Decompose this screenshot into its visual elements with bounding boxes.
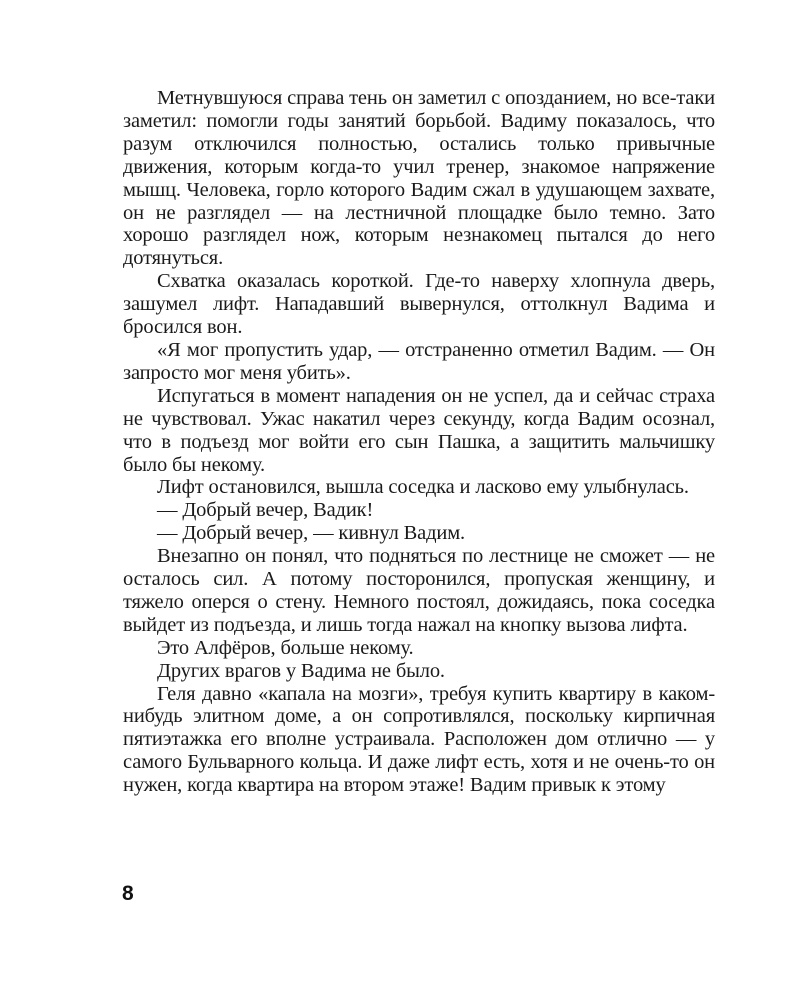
paragraph: Это Алфёров, больше некому.: [157, 636, 414, 659]
paragraph: Метнувшуюся справа тень он заметил с опозданием, но все-таки заметил: помогли годы занятий борьбой. Вадиму показалось, что разум отключился полностью, остались только привычные движения, которым когда-то учил тренер, знакомое напряжение мышц. Человека, горло которого Вадим сжал в удушающем захвате, он не разглядел — на лестничной площадке было темно. Зато хорошо разглядел нож, которым незнакомец пытался до него дотянуться.: [123, 87, 716, 270]
paragraph: Других врагов у Вадима не было.: [157, 659, 445, 682]
paragraph: Испугаться в момент нападения он не успел, да и сейчас страха не чувствовал. Ужас накатил через секунду, когда Вадим осознал, что в подъезд мог войти его сын Пашка, а защитить мальчишку было бы некому.: [123, 384, 715, 476]
dialogue-line: — Добрый вечер, Вадик!: [157, 499, 374, 522]
dialogue-line: — Добрый вечер, — кивнул Вадим.: [157, 522, 465, 545]
paragraph: Схватка оказалась короткой. Где-то наверху хлопнула дверь, зашумел лифт. Нападавший вывернулся, оттолкнул Вадима и бросился вон.: [123, 270, 715, 339]
paragraph: Геля давно «капала на мозги», требуя купить квартиру в каком-нибудь элитном доме, а он сопротивлялся, поскольку кирпичная пятиэтажка его вполне устраивала. Расположен дом отлично — у самого Бульварного кольца. И даже лифт есть, хотя и не очень-то он нужен, когда квартира на втором этаже! Вадим привык к этому: [123, 682, 715, 797]
page-number: 8: [122, 882, 134, 905]
paragraph: Лифт остановился, вышла соседка и ласково ему улыбнулась.: [157, 476, 689, 499]
body-text: [123, 87, 715, 797]
paragraph: «Я мог пропустить удар, — отстраненно отметил Вадим. — Он запросто мог меня убить».: [123, 338, 715, 384]
paragraph: Внезапно он понял, что подняться по лестнице не сможет — не осталось сил. А потому посторонился, пропуская женщину, и тяжело оперся о стену. Немного постоял, дожидаясь, пока соседка выйдет из подъезда, и лишь тогда нажал на кнопку вызова лифта.: [123, 545, 715, 636]
